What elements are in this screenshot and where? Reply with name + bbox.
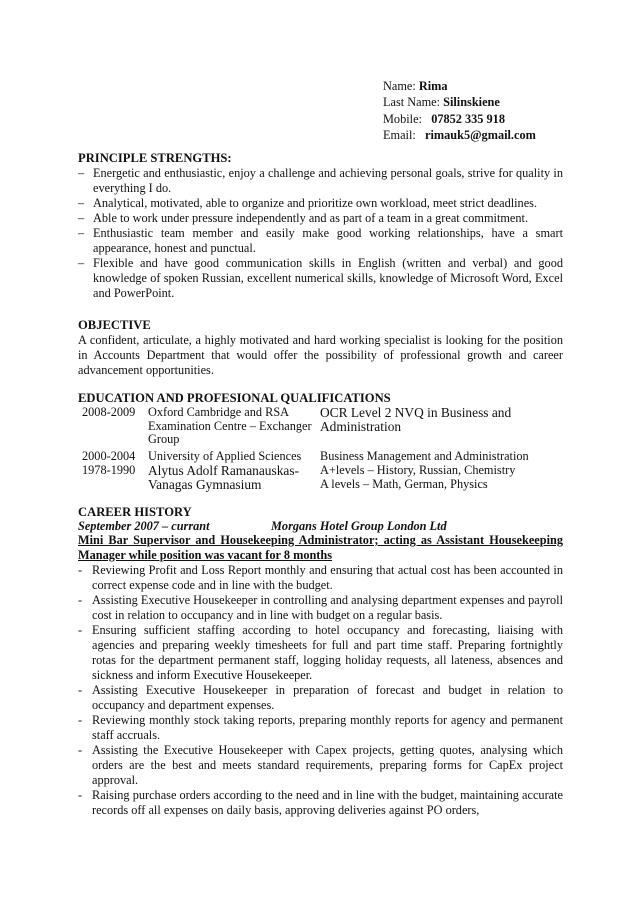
table-row — [82, 463, 570, 491]
duty-item: - Reviewing Profit and Loss Report monthly and ensuring that actual cost has been accounted in correct expense code and in line with the budget. — [78, 563, 563, 593]
education-heading: EDUCATION AND PROFESIONAL QUALIFICATIONS — [78, 391, 391, 405]
duty-item: - Assisting the Executive Housekeeper with Capex projects, getting quotes, analysing which orders are the best and meets standard requirements, preparing forms for CapEx project approval. — [78, 743, 563, 788]
table-row — [82, 406, 570, 447]
career-heading: CAREER HISTORY — [78, 505, 192, 519]
job-company: Morgans Hotel Group London Ltd — [271, 519, 447, 533]
strength-item: – Energetic and enthusiastic, enjoy a challenge and achieving personal goals, strive for quality in everything I do. — [78, 166, 563, 196]
objective-section — [78, 318, 563, 378]
edu-institution: University of Applied Sciences — [148, 448, 302, 463]
duty-item: - Raising purchase orders according to the need and in line with the budget, maintaining accurate records off all expenses on daily basis, approving deliveries against PO orders, — [78, 788, 563, 818]
strengths-heading: PRINCIPLE STRENGTHS: — [78, 151, 232, 165]
edu-qualification: Business Management and Administration — [320, 448, 529, 463]
strength-item: – Analytical, motivated, able to organize and prioritize own workload, meet strict deadlines. — [78, 196, 563, 211]
edu-years: 2000-2004 — [82, 448, 136, 463]
edu-qualification: A levels – Math, German, Physics — [320, 476, 488, 491]
contact-block — [383, 78, 536, 143]
duties-section — [78, 563, 563, 818]
education-table — [82, 406, 570, 491]
duty-item: - Assisting Executive Housekeeper in preparation of forecast and budget in relation to occupancy and department expenses. — [78, 683, 563, 713]
contact-name — [383, 78, 536, 94]
objective-text: A confident, articulate, a highly motivated and hard working specialist is looking for the position in Accounts Department that would offer the possibility of professional growth and career advancement opportunities. — [78, 333, 563, 377]
name-label: Name: — [383, 79, 416, 93]
strength-item: – Able to work under pressure independently and as part of a team in a great commitment. — [78, 211, 563, 226]
education-section — [78, 391, 563, 406]
lastname-value: Silinskiene — [443, 95, 500, 110]
contact-email — [383, 127, 536, 143]
edu-institution: Alytus Adolf Ramanauskas-Vanagas Gymnasium — [148, 463, 299, 492]
strengths-section — [78, 151, 563, 301]
job-line — [78, 519, 563, 534]
objective-heading: OBJECTIVE — [78, 318, 151, 332]
strength-item: – Flexible and have good communication skills in English (written and verbal) and good knowledge of spoken Russian, excellent numerical skills, knowledge of Microsoft Word, Excel and PowerPoint. — [78, 256, 563, 301]
edu-years: 1978-1990 — [82, 463, 136, 477]
edu-qualification: OCR Level 2 NVQ in Business and Administration — [320, 405, 512, 434]
duty-item: - Ensuring sufficient staffing according to hotel occupancy and forecasting, liaising with agencies and preparing weekly timesheets for full and part time staff. Preparing fortnightly rotas for the department permanent staff, logging holiday requests, all lateness, absences and sickness and inform Executive Housekeeper. — [78, 623, 563, 683]
edu-qualification: A+levels – History, Russian, Chemistry — [320, 463, 516, 477]
career-section — [78, 505, 563, 520]
job-role: Mini Bar Supervisor and Housekeeping Administrator; acting as Assistant Housekeeping Manager while position was vacant for 8 months — [78, 533, 563, 562]
table-row — [82, 447, 570, 464]
edu-years: 2008-2009 — [82, 405, 136, 419]
strengths-list — [78, 166, 563, 301]
edu-qualification-cell — [320, 463, 570, 491]
mobile-label: Mobile: — [383, 111, 422, 126]
duty-item: - Assisting Executive Housekeeper in controlling and analysing department expenses and payroll cost in relation to occupancy and in line with budget on a regular basis. — [78, 593, 563, 623]
email-value: rimauk5@gmail.com — [425, 127, 536, 142]
duties-list — [78, 563, 563, 818]
edu-institution: Oxford Cambridge and RSA Examination Centre – Exchanger Group — [148, 405, 312, 446]
contact-mobile — [383, 111, 536, 127]
duty-item: - Reviewing monthly stock taking reports, preparing monthly reports for agency and permanent staff accruals. — [78, 713, 563, 743]
contact-lastname — [383, 94, 536, 110]
name-value: Rima — [418, 79, 448, 93]
mobile-value: 07852 335 918 — [431, 111, 505, 126]
job-period: September 2007 – currant — [78, 519, 210, 533]
strength-item: – Enthusiastic team member and easily make good working relationships, have a smart appearance, honest and punctual. — [78, 226, 563, 256]
email-label: Email: — [383, 127, 416, 142]
lastname-label: Last Name: — [383, 95, 441, 110]
